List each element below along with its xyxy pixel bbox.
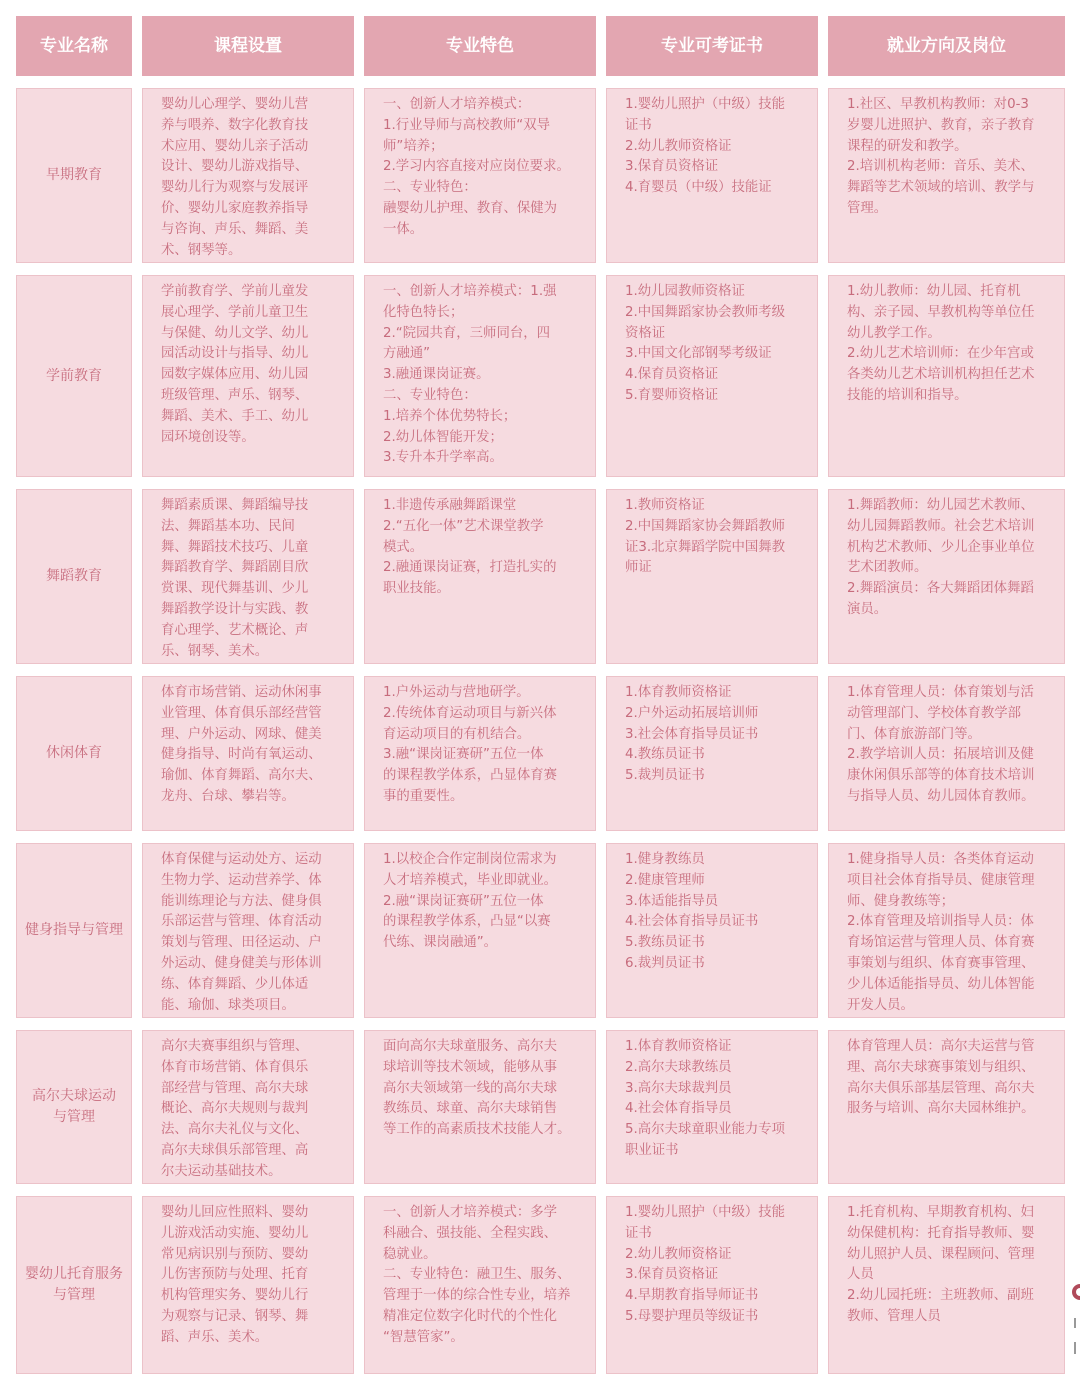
table-header (16, 16, 1065, 76)
header-courses: 课程设置 (142, 16, 354, 76)
header-features: 专业特色 (364, 16, 596, 76)
majors-table (16, 16, 1065, 1374)
major-name-cell: 学前教育 (16, 275, 132, 477)
features-cell: 1.非遗传承融舞蹈课堂 2.“五化一体”艺术课堂教学 模式。 2.融通课岗证赛，打造扎实的 职业技能。 (364, 489, 596, 664)
careers-cell: 1.幼儿教师：幼儿园、托育机 构、亲子园、早教机构等单位任 幼儿教学工作。 2.幼儿艺术培训师：在少年宫或 各类幼儿艺术培训机构担任艺术 技能的培训和指导。 (828, 275, 1065, 477)
careers-cell: 体育管理人员：高尔夫运营与管 理、高尔夫球赛事策划与组织、 高尔夫俱乐部基层管理、高尔夫 服务与培训、高尔夫园林维护。 (828, 1030, 1065, 1184)
features-cell: 1.户外运动与营地研学。 2.传统体育运动项目与新兴体 育运动项目的有机结合。 3.融“课岗证赛研”五位一体 的课程教学体系，凸显体育赛 事的重要性。 (364, 676, 596, 831)
courses-cell: 婴幼儿心理学、婴幼儿营 养与喂养、数字化教育技 术应用、婴幼儿亲子活动 设计、婴幼儿游戏指导、 婴幼儿行为观察与发展评 价、婴幼儿家庭教养指导 与咨询、声乐、舞蹈、美 术、钢琴等。 (142, 88, 354, 263)
major-name-cell: 健身指导与管理 (16, 843, 132, 1018)
certificates-cell: 1.体育教师资格证 2.高尔夫球教练员 3.高尔夫球裁判员 4.社会体育指导员 5.高尔夫球童职业能力专项 职业证书 (606, 1030, 818, 1184)
certificates-cell: 1.婴幼儿照护（中级）技能 证书 2.幼儿教师资格证 3.保育员资格证 4.育婴员（中级）技能证 (606, 88, 818, 263)
careers-cell: 1.托育机构、早期教育机构、妇 幼保健机构：托育指导教师、婴 幼儿照护人员、课程顾问、管理 人员 2.幼儿园托班：主班教师、副班 教师、管理人员 (828, 1196, 1065, 1374)
features-cell: 面向高尔夫球童服务、高尔夫 球培训等技术领域，能够从事 高尔夫领域第一线的高尔夫球 教练员、球童、高尔夫球销售 等工作的高素质技术技能人才。 (364, 1030, 596, 1184)
table-row (16, 1030, 1065, 1184)
page-edge-decoration (1066, 1282, 1080, 1362)
major-name-cell: 高尔夫球运动 与管理 (16, 1030, 132, 1184)
courses-cell: 舞蹈素质课、舞蹈编导技 法、舞蹈基本功、民间 舞、舞蹈技术技巧、儿童 舞蹈教育学、舞蹈剧目欣 赏课、现代舞基训、少儿 舞蹈教学设计与实践、教 育心理学、艺术概论、声 乐、钢琴、美术。 (142, 489, 354, 664)
features-cell: 一、创新人才培养模式： 1.行业导师与高校教师“双导 师”培养； 2.学习内容直接对应岗位要求。 二、专业特色： 融婴幼儿护理、教育、保健为 一体。 (364, 88, 596, 263)
major-name-cell: 舞蹈教育 (16, 489, 132, 664)
major-name-cell: 休闲体育 (16, 676, 132, 831)
major-name-cell: 婴幼儿托育服务 与管理 (16, 1196, 132, 1374)
header-certificates: 专业可考证书 (606, 16, 818, 76)
major-name-cell: 早期教育 (16, 88, 132, 263)
features-cell: 1.以校企合作定制岗位需求为 人才培养模式，毕业即就业。 2.融“课岗证赛研”五位一体 的课程教学体系，凸显“以赛 代练、课岗融通”。 (364, 843, 596, 1018)
careers-cell: 1.舞蹈教师：幼儿园艺术教师、 幼儿园舞蹈教师。社会艺术培训 机构艺术教师、少儿企事业单位 艺术团教师。 2.舞蹈演员：各大舞蹈团体舞蹈 演员。 (828, 489, 1065, 664)
careers-cell: 1.体育管理人员：体育策划与活 动管理部门、学校体育教学部 门、体育旅游部门等。 2.教学培训人员：拓展培训及健 康休闲俱乐部等的体育技术培训 与指导人员、幼儿园体育教师。 (828, 676, 1065, 831)
courses-cell: 婴幼儿回应性照料、婴幼 儿游戏活动实施、婴幼儿 常见病识别与预防、婴幼 儿伤害预防与处理、托育 机构管理实务、婴幼儿行 为观察与记录、钢琴、舞 蹈、声乐、美术。 (142, 1196, 354, 1374)
certificates-cell: 1.幼儿园教师资格证 2.中国舞蹈家协会教师考级 资格证 3.中国文化部钢琴考级证 4.保育员资格证 5.育婴师资格证 (606, 275, 818, 477)
header-careers: 就业方向及岗位 (828, 16, 1065, 76)
table-row (16, 489, 1065, 664)
careers-cell: 1.社区、早教机构教师：对0-3 岁婴儿进照护、教育，亲子教育 课程的研发和教学。 2.培训机构老师：音乐、美术、 舞蹈等艺术领域的培训、教学与 管理。 (828, 88, 1065, 263)
features-cell: 一、创新人才培养模式：多学 科融合、强技能、全程实践、 稳就业。 二、专业特色：融卫生、服务、 管理于一体的综合性专业，培养 精准定位数字化时代的个性化 “智慧管家”。 (364, 1196, 596, 1374)
certificates-cell: 1.健身教练员 2.健康管理师 3.体适能指导员 4.社会体育指导员证书 5.教练员证书 6.裁判员证书 (606, 843, 818, 1018)
courses-cell: 学前教育学、学前儿童发 展心理学、学前儿童卫生 与保健、幼儿文学、幼儿 园活动设计与指导、幼儿 园数字媒体应用、幼儿园 班级管理、声乐、钢琴、 舞蹈、美术、手工、幼儿 园环境创设等。 (142, 275, 354, 477)
table-row (16, 275, 1065, 477)
table-row (16, 88, 1065, 263)
courses-cell: 体育保健与运动处方、运动 生物力学、运动营养学、体 能训练理论与方法、健身俱 乐部运营与管理、体育活动 策划与管理、田径运动、户 外运动、健身健美与形体训 练、体育舞蹈、少儿体适 能、瑜伽、球类项目。 (142, 843, 354, 1018)
careers-cell: 1.健身指导人员：各类体育运动 项目社会体育指导员、健康管理 师、健身教练等； 2.体育管理及培训指导人员：体 育场馆运营与管理人员、体育赛 事策划与组织、体育赛事管理、 少儿体适能指导员、幼儿体智能 开发人员。 (828, 843, 1065, 1018)
certificates-cell: 1.体育教师资格证 2.户外运动拓展培训师 3.社会体育指导员证书 4.教练员证书 5.裁判员证书 (606, 676, 818, 831)
table-row (16, 1196, 1065, 1374)
features-cell: 一、创新人才培养模式：1.强 化特色特长； 2.“院园共育，三师同台，四 方融通” 3.融通课岗证赛。 二、专业特色： 1.培养个体优势特长； 2.幼儿体智能开发； 3.专升本升学率高。 (364, 275, 596, 477)
certificates-cell: 1.教师资格证 2.中国舞蹈家协会舞蹈教师 证3.北京舞蹈学院中国舞教 师证 (606, 489, 818, 664)
certificates-cell: 1.婴幼儿照护（中级）技能 证书 2.幼儿教师资格证 3.保育员资格证 4.早期教育指导师证书 5.母婴护理员等级证书 (606, 1196, 818, 1374)
table-row (16, 676, 1065, 831)
header-major-name: 专业名称 (16, 16, 132, 76)
table-row (16, 843, 1065, 1018)
courses-cell: 高尔夫赛事组织与管理、 体育市场营销、体育俱乐 部经营与管理、高尔夫球 概论、高尔夫规则与裁判 法、高尔夫礼仪与文化、 高尔夫球俱乐部管理、高 尔夫运动基础技术。 (142, 1030, 354, 1184)
courses-cell: 体育市场营销、运动休闲事 业管理、体育俱乐部经营管 理、户外运动、网球、健美 健身指导、时尚有氧运动、 瑜伽、体育舞蹈、高尔夫、 龙舟、台球、攀岩等。 (142, 676, 354, 831)
